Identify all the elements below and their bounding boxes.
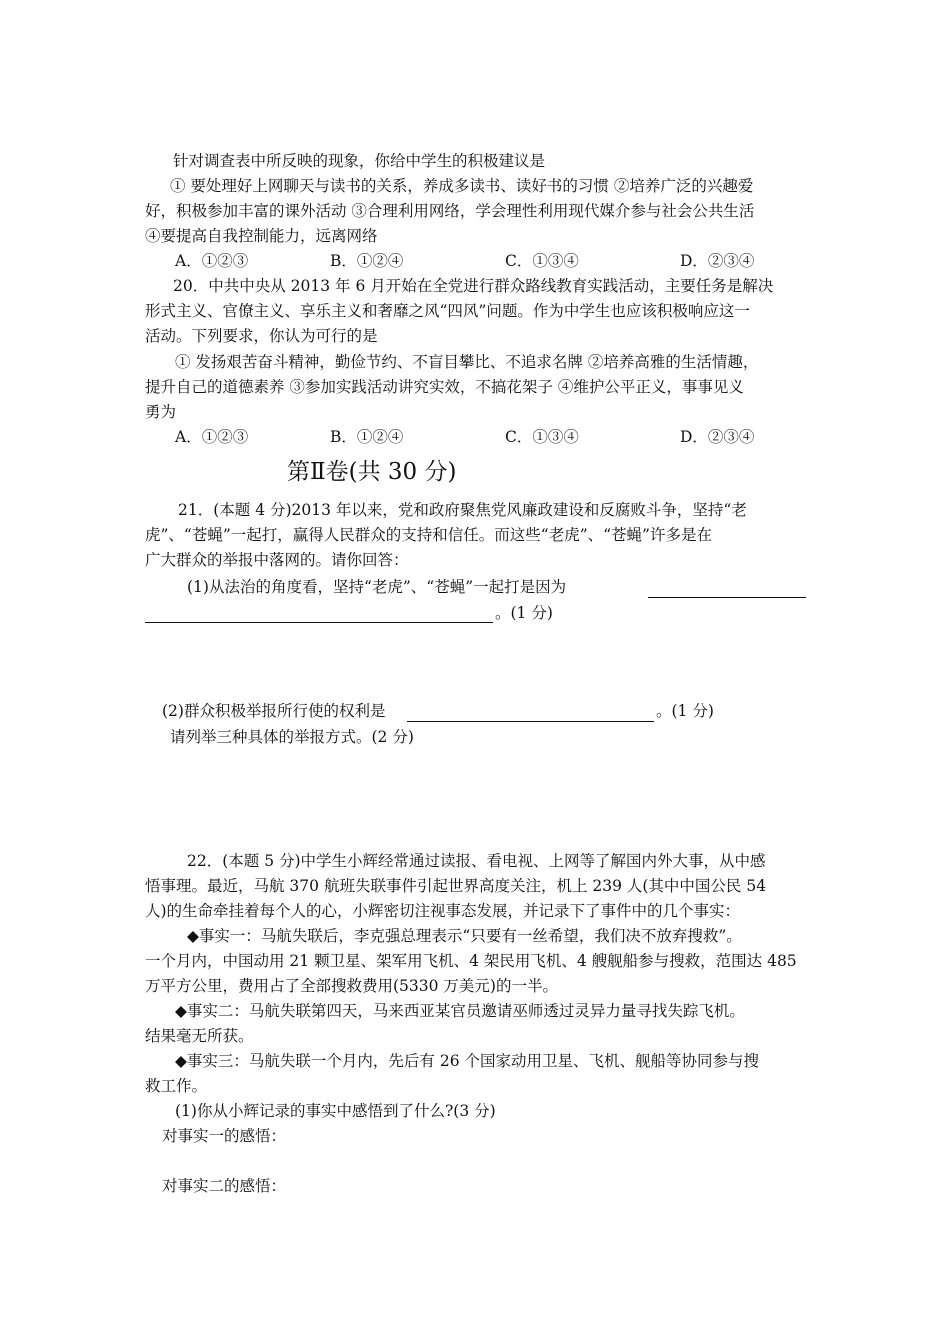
q20-option-d: D．②③④	[680, 428, 755, 446]
q22-fact-3-line-2: 救工作。	[145, 1077, 208, 1095]
section-2-title: 第Ⅱ卷(共 30 分)	[287, 459, 457, 485]
q21-part-2-text: (2)群众积极举报所行使的权利是	[162, 702, 386, 720]
q22-fact-1-line-2: 一个月内，中国动用 21 颗卫星、架军用飞机、4 架民用飞机、4 艘舰船参与搜救，范围达 485	[145, 952, 797, 970]
q22-fact-3-line-1: ◆事实三：马航失联一个月内，先后有 26 个国家动用卫星、飞机、舰船等协同参与搜	[175, 1052, 759, 1070]
q22-answer-fact-1-label: 对事实一的感悟：	[162, 1127, 287, 1145]
q20-stem-line-1: 20．中共中央从 2013 年 6 月开始在全党进行群众路线教育实践活动，主要任务是解决	[173, 277, 774, 295]
q19-prompt: 针对调查表中所反映的现象，你给中学生的积极建议是	[173, 152, 546, 170]
q21-part-1-text: (1)从法治的角度看，坚持“老虎”、“苍蝇”一起打是因为	[187, 578, 567, 596]
q21-part-2-answer-line[interactable]	[407, 707, 654, 722]
q21-stem-line-2: 虎”、“苍蝇”一起打，赢得人民群众的支持和信任。而这些“老虎”、“苍蝇”许多是在	[145, 526, 712, 544]
q20-statement-line-3: 勇为	[145, 403, 177, 421]
q21-part-1	[187, 576, 566, 598]
q22-stem-line-1: 22．(本题 5 分)中学生小辉经常通过读报、看电视、上网等了解国内外大事，从中感	[187, 852, 766, 870]
q19-option-d: D．②③④	[680, 252, 755, 270]
q21-part-2	[162, 700, 385, 722]
q21-part-1-answer-line-a[interactable]	[648, 583, 806, 598]
q21-part-3: 请列举三种具体的举报方式。(2 分)	[170, 728, 414, 746]
q21-part-1-answer-line-b[interactable]	[145, 608, 493, 623]
q22-answer-fact-2-label: 对事实二的感悟：	[162, 1177, 287, 1195]
q20-option-c: C．①③④	[505, 428, 579, 446]
q20-stem-line-3: 活动。下列要求，你认为可行的是	[145, 327, 378, 345]
q20-option-b: B．①②④	[330, 428, 404, 446]
q19-statement-line-2: 好，积极参加丰富的课外活动 ③合理利用网络，学会理性利用现代媒介参与社会公共生活	[145, 202, 755, 220]
q20-stem-line-2: 形式主义、官僚主义、享乐主义和奢靡之风“四风”问题。作为中学生也应该积极响应这一	[145, 302, 750, 320]
q21-stem-line-3: 广大群众的举报中落网的。请你回答：	[145, 551, 409, 569]
q22-fact-2-line-1: ◆事实二：马航失联第四天，马来西亚某官员邀请巫师透过灵异力量寻找失踪飞机。	[175, 1002, 745, 1020]
q22-stem-line-3: 人)的生命牵挂着每个人的心，小辉密切注视事态发展，并记录下了事件中的几个事实：	[145, 902, 741, 920]
q21-stem-line-1: 21．(本题 4 分)2013 年以来，党和政府聚焦党风廉政建设和反腐败斗争，坚持“老	[178, 501, 747, 519]
q19-option-b: B．①②④	[330, 252, 404, 270]
q22-fact-1-line-1: ◆事实一：马航失联后，李克强总理表示“只要有一丝希望，我们决不放弃搜救”。	[187, 927, 742, 945]
q22-fact-2-line-2: 结果毫无所获。	[145, 1027, 254, 1045]
q19-statement-line-3: ④要提高自我控制能力，远离网络	[145, 227, 378, 245]
q21-part-2-score: 。(1 分)	[656, 702, 714, 720]
q22-part-1: (1)你从小辉记录的事实中感悟到了什么?(3 分)	[175, 1102, 496, 1120]
q19-option-a: A．①②③	[175, 252, 249, 270]
q20-option-a: A．①②③	[175, 428, 249, 446]
q22-fact-1-line-3: 万平方公里，费用占了全部搜救费用(5330 万美元)的一半。	[145, 977, 558, 995]
q20-statement-line-1: ① 发扬艰苦奋斗精神，勤俭节约、不盲目攀比、不追求名牌 ②培养高雅的生活情趣，	[175, 353, 759, 371]
q19-option-c: C．①③④	[505, 252, 579, 270]
q22-stem-line-2: 悟事理。最近，马航 370 航班失联事件引起世界高度关注，机上 239 人(其中中国公民 54	[145, 877, 767, 895]
q21-part-1-score: 。(1 分)	[495, 604, 553, 622]
q20-statement-line-2: 提升自己的道德素养 ③参加实践活动讲究实效，不搞花架子 ④维护公平正义，事事见义	[145, 378, 744, 396]
q19-statement-line-1: ① 要处理好上网聊天与读书的关系，养成多读书、读好书的习惯 ②培养广泛的兴趣爱	[170, 177, 754, 195]
